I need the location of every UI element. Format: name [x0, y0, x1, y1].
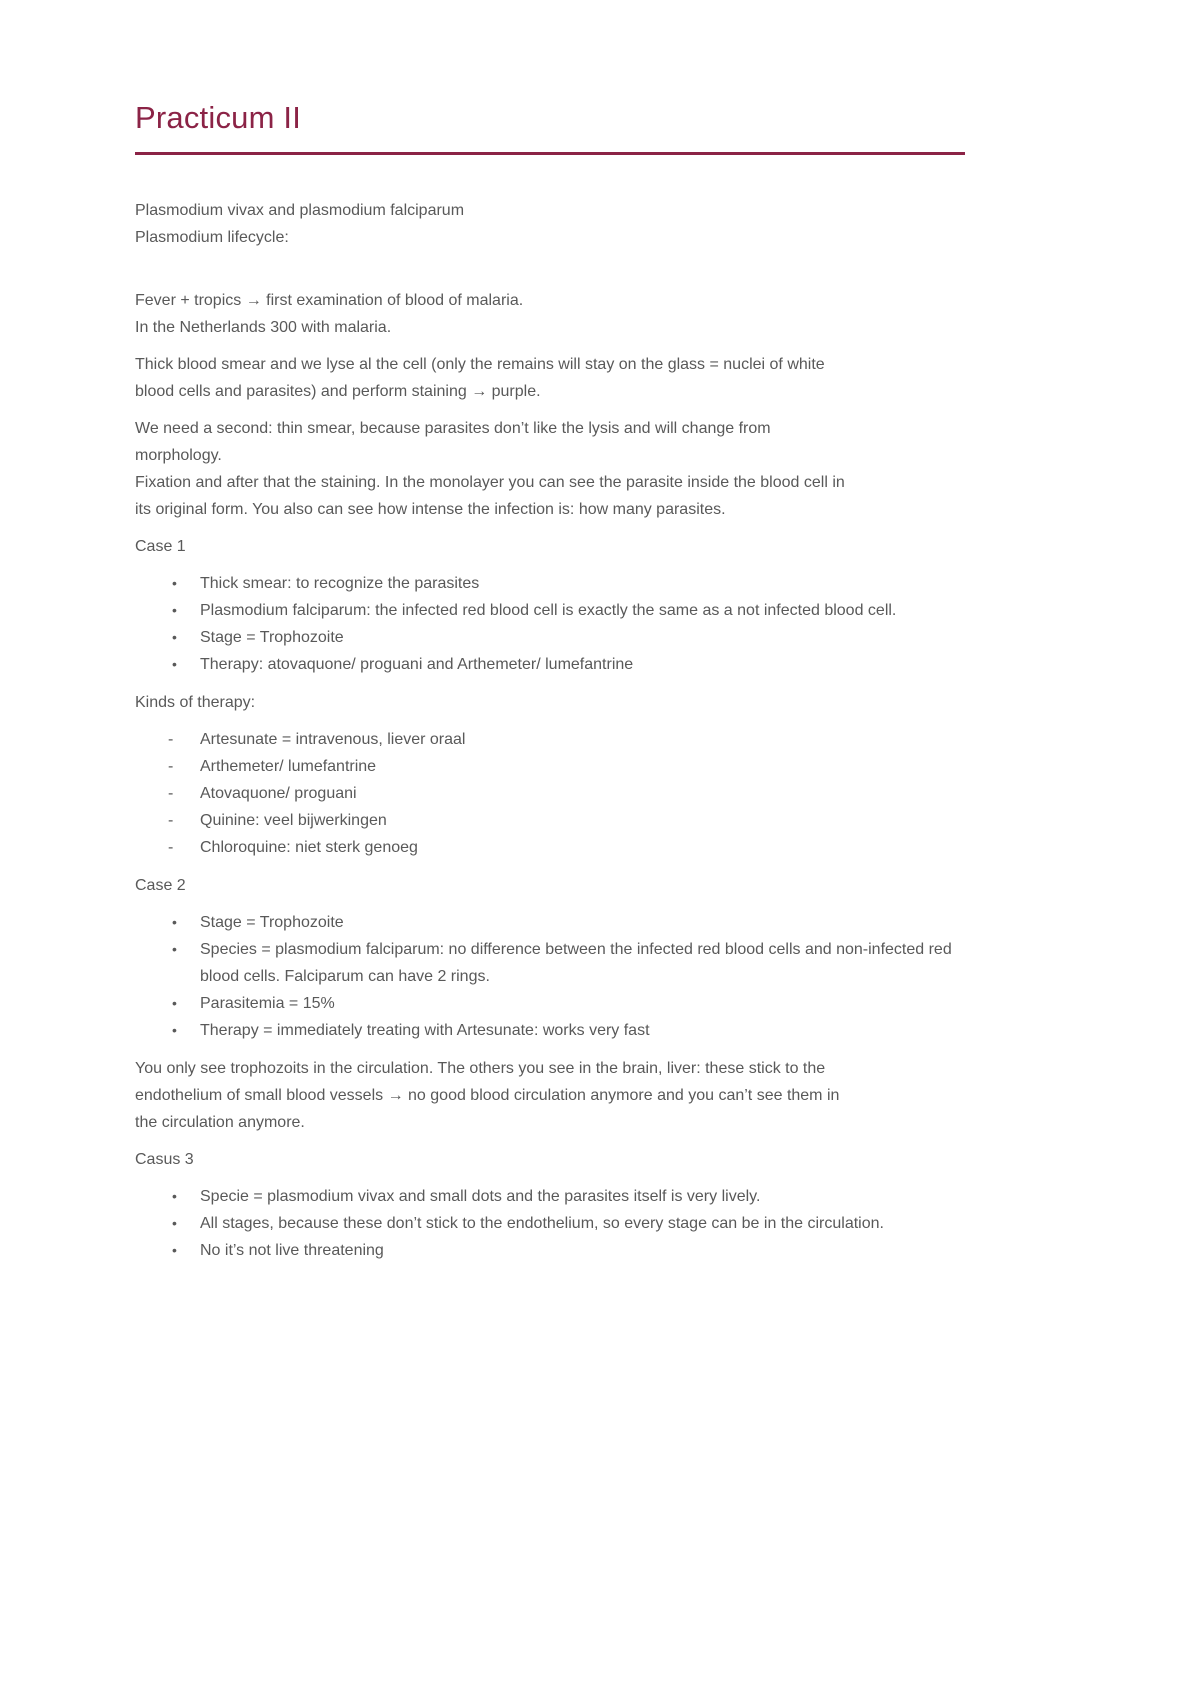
- list-item: [200, 1017, 965, 1044]
- case-1-heading: Case 1: [135, 537, 186, 555]
- therapy-dash-list: [135, 726, 965, 861]
- document-body: [135, 197, 965, 1264]
- casus-3-heading: Casus 3: [135, 1150, 194, 1168]
- list-item-text: Arthemeter/ lumefantrine: [200, 757, 377, 775]
- paragraph-thin-smear: [135, 415, 965, 523]
- list-item: [200, 726, 965, 753]
- list-item-text: Parasitemia = 15%: [200, 994, 335, 1012]
- case-2-bullet-list: [135, 909, 965, 1044]
- list-item: [200, 1237, 965, 1264]
- list-item: [200, 1183, 965, 1210]
- list-item-text: Stage = Trophozoite: [200, 913, 344, 931]
- list-item: [200, 936, 965, 990]
- kinds-of-therapy-heading: Kinds of therapy:: [135, 693, 256, 711]
- list-item-text: Thick smear: to recognize the parasites: [200, 574, 480, 592]
- list-item: [200, 990, 965, 1017]
- list-item-text: Specie = plasmodium vivax and small dots and the parasites itself is very lively.: [200, 1187, 761, 1205]
- text-line: Fever + tropics → first examination of blood of malaria.: [135, 291, 524, 309]
- list-item-text: All stages, because these don’t stick to the endothelium, so every stage can be in the circulation.: [200, 1214, 884, 1232]
- list-item: [200, 570, 965, 597]
- text-line: Thick blood smear and we lyse al the cell (only the remains will stay on the glass = nuclei of white: [135, 355, 825, 373]
- text-line: We need a second: thin smear, because parasites don’t like the lysis and will change from: [135, 419, 771, 437]
- title-divider: [135, 152, 965, 155]
- list-item: [200, 624, 965, 651]
- case-2-heading: Case 2: [135, 876, 186, 894]
- paragraph-trophozoits: [135, 1055, 965, 1136]
- list-item: [200, 909, 965, 936]
- list-item: [200, 834, 965, 861]
- text-line: You only see trophozoits in the circulation. The others you see in the brain, liver: these stick to the: [135, 1059, 826, 1077]
- list-item-text: Atovaquone/ proguani: [200, 784, 357, 802]
- text-line: endothelium of small blood vessels → no good blood circulation anymore and you can’t see them in: [135, 1086, 840, 1104]
- casus-3-bullet-list: [135, 1183, 965, 1264]
- list-item-text: Artesunate = intravenous, liever oraal: [200, 730, 466, 748]
- list-item-text: Therapy: atovaquone/ proguani and Arthemeter/ lumefantrine: [200, 655, 634, 673]
- list-item: [200, 1210, 965, 1237]
- list-item-text: Stage = Trophozoite: [200, 628, 344, 646]
- text-line: its original form. You also can see how intense the infection is: how many parasites.: [135, 500, 726, 518]
- list-item-text: Quinine: veel bijwerkingen: [200, 811, 387, 829]
- paragraph-thick-smear: [135, 351, 965, 405]
- text-line: the circulation anymore.: [135, 1113, 305, 1131]
- list-item-text: No it’s not live threatening: [200, 1241, 384, 1259]
- list-item-text: Chloroquine: niet sterk genoeg: [200, 838, 418, 856]
- list-item: [200, 780, 965, 807]
- list-item-text: Therapy = immediately treating with Artesunate: works very fast: [200, 1021, 650, 1039]
- list-item: [200, 807, 965, 834]
- text-line: Fixation and after that the staining. In the monolayer you can see the parasite inside the blood cell in: [135, 473, 845, 491]
- text-line: Plasmodium lifecycle:: [135, 228, 289, 246]
- list-item: [200, 597, 965, 624]
- text-line: In the Netherlands 300 with malaria.: [135, 318, 392, 336]
- paragraph-intro: [135, 197, 965, 251]
- paragraph-fever: [135, 287, 965, 341]
- list-item: [200, 753, 965, 780]
- document-title: Practicum II: [135, 100, 302, 135]
- list-item-text: Plasmodium falciparum: the infected red blood cell is exactly the same as a not infected blood cell.: [200, 601, 897, 619]
- text-line: blood cells and parasites) and perform staining → purple.: [135, 382, 541, 400]
- text-line: Plasmodium vivax and plasmodium falciparum: [135, 201, 465, 219]
- case-1-bullet-list: [135, 570, 965, 678]
- list-item: [200, 651, 965, 678]
- text-line: morphology.: [135, 446, 222, 464]
- list-item-text: Species = plasmodium falciparum: no difference between the infected red blood cells and non-infected red blood cells. Falciparum can have 2 rings.: [200, 940, 952, 985]
